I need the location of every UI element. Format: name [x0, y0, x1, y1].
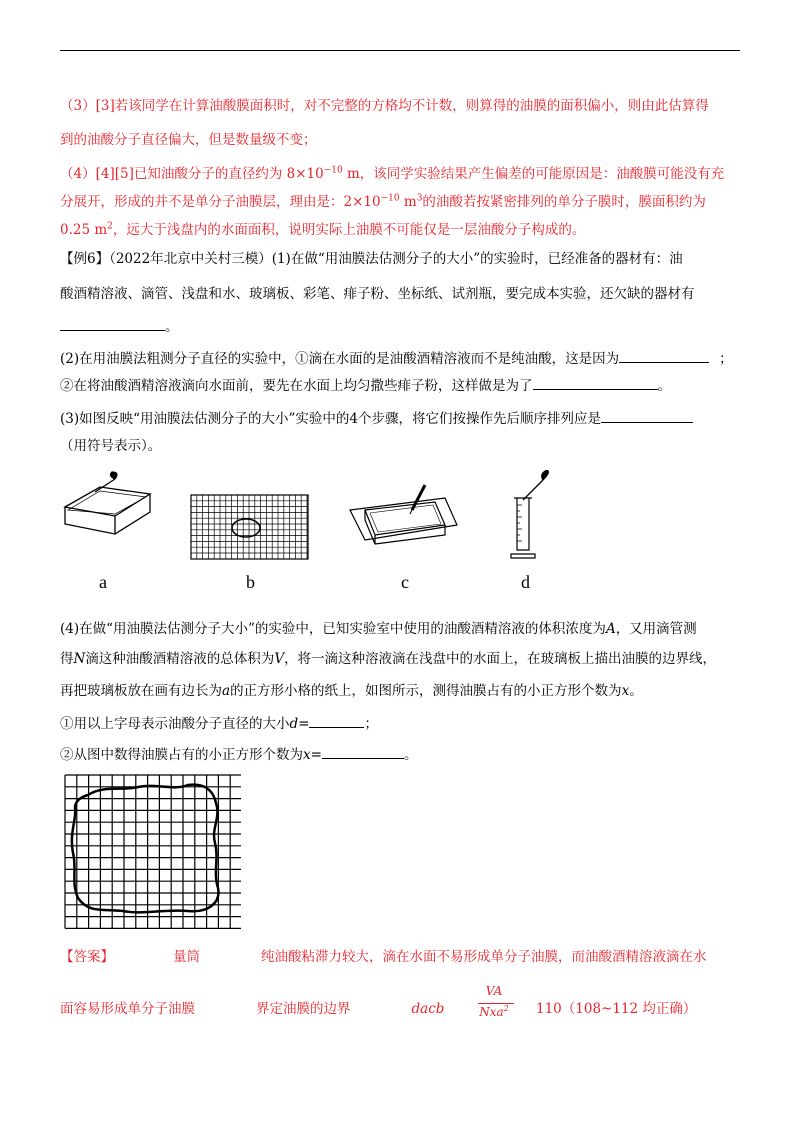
q2-l1: (2)在用油膜法粗测分子直径的实验中，①滴在水面的是油酸酒精溶液而不是纯油酸，这是因为: [60, 351, 620, 367]
p4-l1exp: −10: [323, 165, 343, 176]
oil-film-grid-figure: [63, 773, 241, 931]
figure-label-d: d: [521, 572, 530, 592]
p4-l2exp: −10: [380, 193, 400, 204]
p4-line1: [60, 165, 740, 183]
figure-label-a: a: [99, 572, 107, 592]
figure-d-graduated-cylinder: [505, 470, 565, 562]
q4-l4c: ；: [364, 716, 378, 732]
p3-line2: 到的油酸分子直径偏大，但是数量级不变；: [60, 132, 317, 148]
q4-l4a: ①用以上字母表示油酸分子直径的大小: [60, 716, 290, 732]
p4-l2exp2: 3: [416, 193, 423, 204]
p3-line1: （3）[3]若该同学在计算油酸膜面积时，对不完整的方格均不计数，则算得的油膜的面积偏小，则由此估算得: [60, 98, 709, 114]
blank-5: [309, 713, 364, 728]
p4-l1a: （4）[4][5]已知油酸分子的直径约为 8×10: [60, 166, 324, 182]
answer-line1: [60, 948, 740, 966]
q4-l3b: 的正方形小格的纸上，如图所示，测得油膜占有的小正方形个数为: [230, 683, 622, 699]
q3-line2: （用符号表示）。: [60, 438, 162, 454]
p4-l3b: ，远大于浅盘内的水面面积，说明实际上油膜不可能仅是一层油酸分子构成的。: [112, 222, 586, 238]
blank-3: [533, 375, 658, 390]
header-rule: [60, 50, 740, 51]
q4-line1: [60, 620, 740, 638]
q4-l4b: =: [298, 716, 310, 732]
answer-2b: 面容易形成单分子油膜: [60, 1001, 195, 1017]
q4-l2b: 滴这种油酸酒精溶液的总体积为: [85, 651, 275, 667]
ex6-l3: 。: [165, 319, 179, 335]
q4-l2c: ，将一滴这种溶液滴在浅盘中的水面上，在玻璃板上描出油膜的边界线，: [284, 651, 717, 667]
q4-l1b: ，又用滴管测: [615, 621, 697, 637]
q4-l5c: 。: [403, 747, 418, 763]
p4-l1b: m，该同学实验结果产生偏差的可能原因是：油酸膜可能没有充: [342, 166, 725, 182]
figure-a-tray-with-dropper: [60, 462, 160, 552]
q4-l5b: =: [310, 747, 322, 763]
q2-l1end: ；: [719, 351, 733, 367]
answer-tag: 【答案】: [60, 949, 114, 965]
figure-label-b: b: [246, 572, 255, 592]
q4-l2a: 得: [60, 651, 74, 667]
blank-1: [60, 316, 165, 331]
figure-b-grid-with-outline: [190, 494, 310, 561]
answer-frac-den: Nxa: [479, 1005, 504, 1019]
q4-var-N: N: [73, 651, 86, 667]
q4-l3a: 再把玻璃板放在画有边长为: [60, 683, 222, 699]
p4-l3a: 0.25 m: [60, 222, 108, 238]
p4-line3: [60, 221, 740, 239]
q4-var-x: x: [621, 683, 630, 699]
ex6-line2: 酸酒精溶液、滴管、浅盘和水、玻璃板、彩笔、痱子粉、坐标纸、试剂瓶，要完成本实验，还欠缺的器材有: [60, 286, 695, 302]
q4-l3c: 。: [629, 683, 643, 699]
blank-4: [601, 408, 693, 423]
q4-l1a: (4)在做“用油膜法估测分子大小”的实验中，已知实验室中使用的油酸酒精溶液的体积浓度为: [60, 621, 606, 637]
q3-l1: (3)如图反映“用油膜法估测分子的大小”实验中的4个步骤，将它们按操作先后顺序排列应是: [60, 411, 602, 427]
figure-c-glass-plate-with-pen: [345, 480, 465, 560]
q4-var-d: d: [289, 716, 299, 732]
figure-label-c: c: [401, 572, 409, 592]
q2-l2end: 。: [657, 378, 671, 394]
answer-frac-den-exp: 2: [503, 1004, 509, 1013]
q4-var-A: A: [605, 621, 616, 637]
q4-line5: [60, 744, 740, 764]
p4-l2a: 分展开，形成的并不是单分子油膜层，理由是：2×10: [60, 194, 381, 210]
q4-var-x2: x: [303, 747, 311, 763]
blank-2: [619, 348, 709, 363]
blank-6: [322, 744, 404, 759]
p4-line2: [60, 193, 740, 211]
q4-line3: [60, 682, 740, 700]
ex6-line3: [60, 316, 740, 336]
p4-l2b: m: [399, 194, 417, 210]
q4-var-a: a: [222, 683, 231, 699]
answer-6: 110（108~112 均正确）: [536, 1001, 697, 1017]
q4-line4: [60, 713, 740, 733]
ex6-line1: 【例6】（2022年北京中关村三模）(1)在做“用油膜法估测分子的大小”的实验时，已经准备的器材有：油: [60, 251, 683, 267]
q2-l2: ②在将油酸酒精溶液滴向水面前，要先在水面上均匀撒些痱子粉，这样做是为了: [60, 378, 533, 394]
q4-l5a: ②从图中数得油膜占有的小正方形个数为: [60, 747, 303, 763]
answer-2: 纯油酸粘滞力较大，滴在水面不易形成单分子油膜，而油酸酒精溶液滴在水: [261, 949, 707, 965]
answer-fraction-numerator: VA: [485, 984, 503, 998]
answer-fraction-denominator: [469, 1005, 519, 1019]
p4-l3exp: 2: [107, 221, 113, 232]
p4-l2c: 的油酸若按紧密排列的单分子膜时，膜面积约为: [422, 194, 706, 210]
answer-4: dacb: [411, 1001, 445, 1017]
q4-var-V: V: [274, 651, 285, 667]
q2-line1: [60, 348, 740, 368]
answer-1: 量筒: [173, 949, 200, 965]
q3-line1: [60, 408, 740, 428]
q4-line2: [60, 650, 740, 668]
answer-3: 界定油膜的边界: [256, 1001, 351, 1017]
q2-line2: [60, 375, 740, 395]
